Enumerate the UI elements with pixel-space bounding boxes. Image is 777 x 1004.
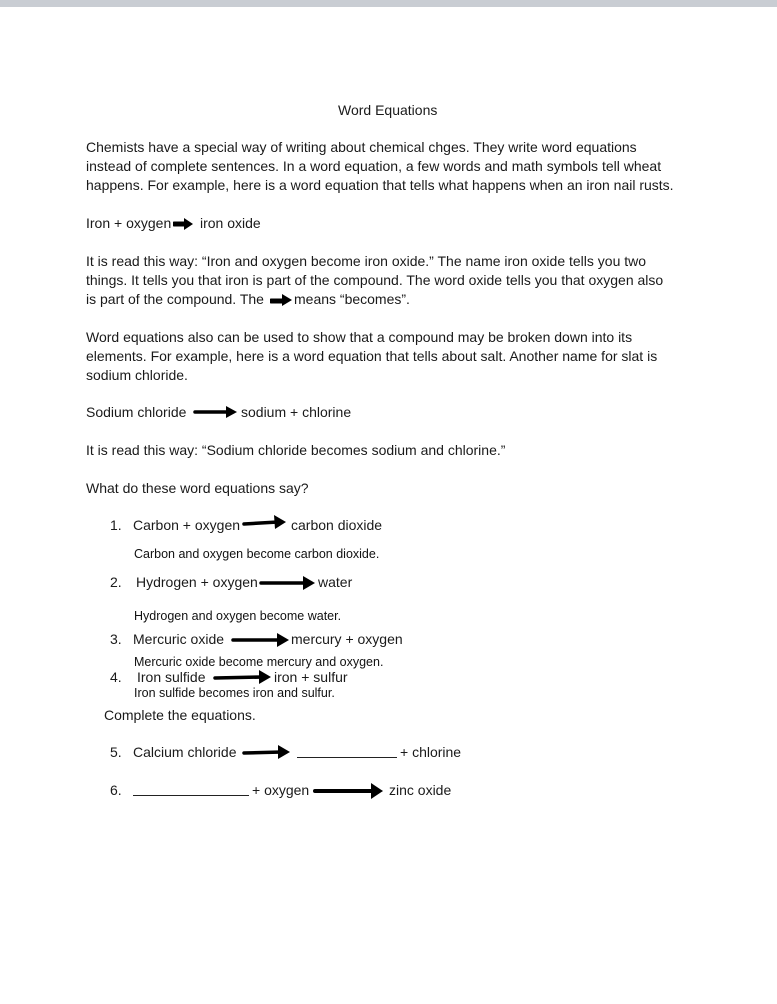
page-title: Word Equations xyxy=(338,102,438,118)
arrow-icon xyxy=(259,575,317,591)
arrow-icon xyxy=(313,782,385,800)
read1-line-1: It is read this way: “Iron and oxygen become iron oxide.” The name iron oxide tells you two xyxy=(86,253,647,269)
arrow-icon xyxy=(173,217,195,231)
item-right: water xyxy=(318,574,353,590)
handwritten-answer: Iron sulfide becomes iron and sulfur. xyxy=(134,686,335,700)
item-number: 3. xyxy=(110,631,122,647)
arrow-icon xyxy=(242,513,288,531)
item-number: 4. xyxy=(110,669,122,685)
example1-left: Iron + oxygen xyxy=(86,215,172,231)
arrow-icon xyxy=(242,744,292,760)
read1-line-3b: means “becomes”. xyxy=(294,291,410,307)
item-number: 1. xyxy=(110,517,122,533)
answer-blank[interactable] xyxy=(133,781,249,801)
handwritten-answer: Mercuric oxide become mercury and oxygen. xyxy=(134,655,384,669)
item-right: carbon dioxide xyxy=(291,517,383,533)
top-border xyxy=(0,0,777,7)
para2-line-1: Word equations also can be used to show that a compound may be broken down into its xyxy=(86,329,633,345)
para2-line-3: sodium chloride. xyxy=(86,367,188,383)
item-number: 2. xyxy=(110,574,122,590)
answer-blank[interactable] xyxy=(297,743,397,763)
item-left: Carbon + oxygen xyxy=(133,517,241,533)
arrow-icon xyxy=(231,632,291,648)
item-right: mercury + oxygen xyxy=(291,631,403,647)
arrow-icon xyxy=(193,405,239,419)
item-number: 6. xyxy=(110,782,122,798)
item-right: iron + sulfur xyxy=(274,669,348,685)
example2-left: Sodium chloride xyxy=(86,404,187,420)
item-right: zinc oxide xyxy=(389,782,452,798)
arrow-icon xyxy=(270,293,294,307)
item-left: Iron sulfide xyxy=(137,669,206,685)
intro-line-1: Chemists have a special way of writing about chemical chges. They write word equations xyxy=(86,139,637,155)
example1-right: iron oxide xyxy=(200,215,261,231)
read2: It is read this way: “Sodium chloride becomes sodium and chlorine.” xyxy=(86,442,506,458)
example2-right: sodium + chlorine xyxy=(241,404,352,420)
item-left: Hydrogen + oxygen xyxy=(136,574,258,590)
question: What do these word equations say? xyxy=(86,480,309,496)
read1-line-3a: is part of the compound. The xyxy=(86,291,264,307)
handwritten-answer: Hydrogen and oxygen become water. xyxy=(134,609,342,623)
complete-heading: Complete the equations. xyxy=(104,707,256,723)
arrow-icon xyxy=(213,669,273,685)
item-middle: + oxygen xyxy=(252,782,310,798)
item-right: + chlorine xyxy=(400,744,462,760)
item-number: 5. xyxy=(110,744,122,760)
para2-line-2: elements. For example, here is a word equation that tells about salt. Another name for slat is xyxy=(86,348,658,364)
handwritten-answer: Carbon and oxygen become carbon dioxide. xyxy=(134,547,380,561)
read1-line-2: things. It tells you that iron is part of the compound. The word oxide tells you that oxygen also xyxy=(86,272,664,288)
intro-line-2: instead of complete sentences. In a word equation, a few words and math symbols tell wheat xyxy=(86,158,662,174)
item-left: Calcium chloride xyxy=(133,744,237,760)
intro-line-3: happens. For example, here is a word equation that tells what happens when an iron nail rusts. xyxy=(86,177,674,193)
item-left: Mercuric oxide xyxy=(133,631,225,647)
